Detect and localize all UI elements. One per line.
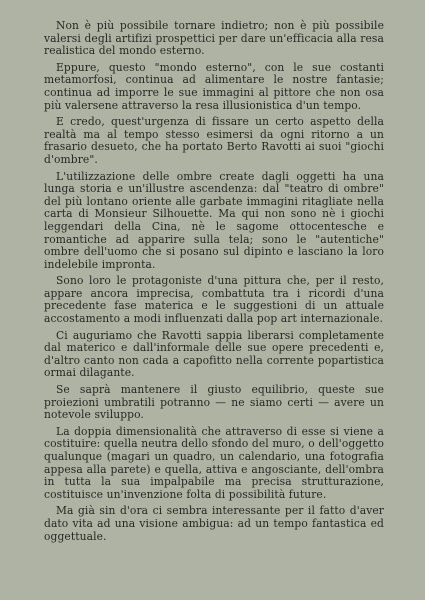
paragraph-8: La doppia dimensionalità che attraverso di esse si viene a costituire: quella neutra dello sfondo del muro, o dell'oggetto qualunque (magari un quadro, un calendario, una fotografia appesa alla parete) e quella, attiva e angosciante, dell'ombra in tutta la sua impalpabile ma precisa strutturazione, costituisce un'invenzione folta di possibilità future.	[44, 424, 384, 501]
paragraph-2: Eppure, questo "mondo esterno", con le sue costanti metamorfosi, continua ad alimentare le nostre fantasie; continua ad imporre le sue immagini al pittore che non osa più valersene attraverso la resa illusionistica d'un tempo.	[44, 60, 384, 112]
paragraph-1: Non è più possibile tornare indietro; non è più possibile valersi degli artifizi prospettici per dare un'efficacia alla resa realistica del mondo esterno.	[44, 19, 384, 58]
paragraph-4: L'utilizzazione delle ombre create dagli oggetti ha una lunga storia e un'illustre ascendenza: dal "teatro di ombre" del più lontano oriente alle garbate immagini ritagliate nella carta di Monsieur Silhouette. Ma qui non sono nè i giochi leggendari della Cina, nè le sagome ottocentesche e romantiche ad apparire sulla tela; sono le "autentiche" ombre dell'uomo che si posano sul dipinto e lasciano la loro indelebile impronta.	[44, 169, 384, 271]
essay-text	[44, 20, 384, 547]
paragraph-3: E credo, quest'urgenza di fissare un certo aspetto della realtà ma al tempo stesso esimersi da ogni ritorno a un frasario desueto, che ha portato Berto Ravotti ai suoi "giochi d'ombre".	[44, 115, 384, 166]
paragraph-6: Ci auguriamo che Ravotti sappia liberarsi completamente dal materico e dall'informale delle sue opere precedenti e, d'altro canto non cada a capofitto nella corrente popartistica ormai dilagante.	[44, 328, 384, 380]
paragraph-5: Sono loro le protagoniste d'una pittura che, per il resto, appare ancora imprecisa, combattuta tra i ricordi d'una precedente fase materica e le suggestioni di un attuale accostamento a modi influenzati dalla pop art internazionale.	[44, 274, 384, 326]
paragraph-7: Se saprà mantenere il giusto equilibrio, queste sue proiezioni umbratili potranno — ne siamo certi — avere un notevole sviluppo.	[44, 383, 384, 422]
paragraph-9: Ma già sin d'ora ci sembra interessante per il fatto d'aver dato vita ad una visione ambigua: ad un tempo fantastica ed oggettuale.	[44, 504, 384, 543]
